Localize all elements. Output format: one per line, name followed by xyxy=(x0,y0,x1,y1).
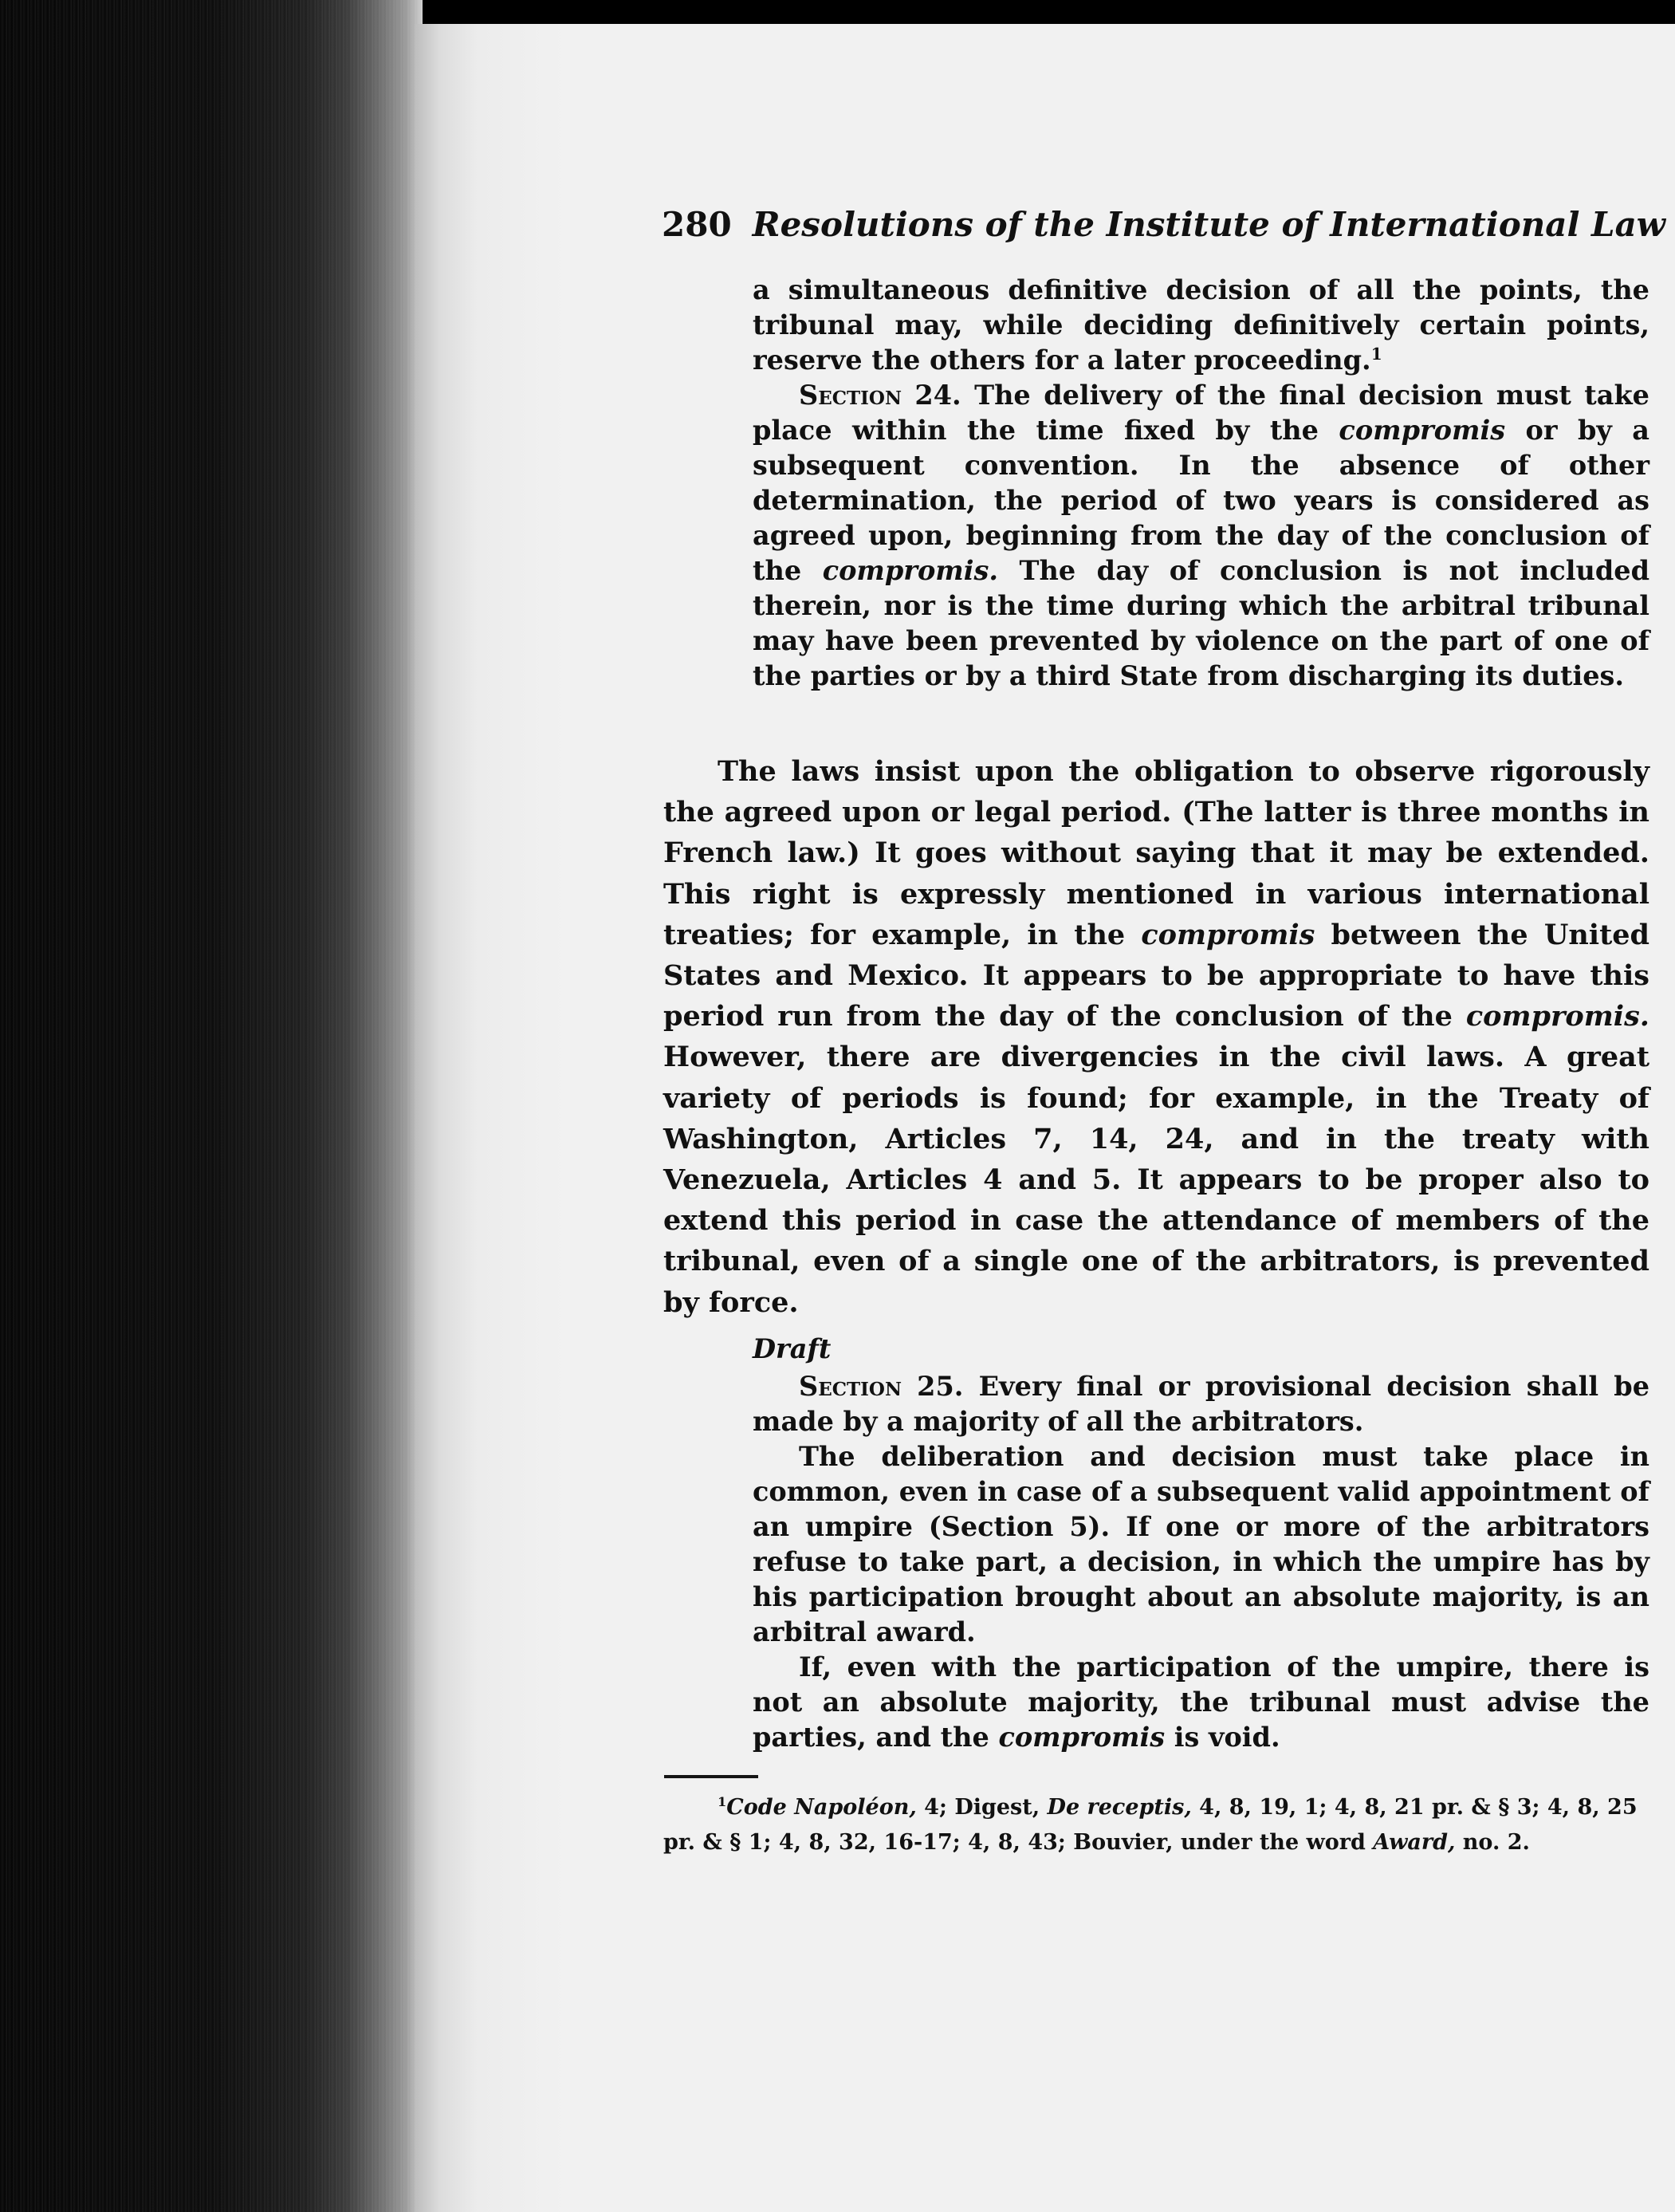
book-gutter xyxy=(0,0,423,2212)
draft-heading: Draft xyxy=(753,1333,832,1364)
footnote-ref: 1 xyxy=(1370,344,1382,364)
section-25-label: Section 25. xyxy=(799,1371,964,1402)
running-title: Resolutions of the Institute of International Law xyxy=(752,205,1665,244)
footnote-marker: 1 xyxy=(718,1794,727,1809)
section-25-paragraph-1: Section 25. Every final or provisional decision shall be made by a majority of all the arbitrators. xyxy=(753,1371,1650,1437)
page-number: 280 xyxy=(662,205,732,244)
excerpt-paragraph-1: a simultaneous definitive decision of all the points, the tribunal may, while deciding definitively certain points, reserve the others for a later proceeding.$^1$ xyxy=(753,274,1649,376)
page-header xyxy=(662,201,1665,249)
footnote-rule xyxy=(664,1775,758,1778)
section-24-label: Section 24. xyxy=(799,380,961,411)
footnote: $^1$Code Napoléon, 4; Digest, De receptis, 4, 8, 19, 1; 4, 8, 21 pr. & § 3; 4, 8, 25 pr. & § 1; 4, 8, 32, 16-17; 4, 8, 43; Bouvier, under the word Award, no. 2. xyxy=(663,1794,1638,1855)
section-24-paragraph: Section 24. The delivery of the final decision must take place within the time fixed by the compromis or by a subsequent convention. In the absence of other determination, the period of two years is considered as agreed upon, beginning from the day of the conclusion of the compromis. The day of conclusion is not included therein, nor is the time during which the arbitral tribunal may have been prevented by violence on the part of one of the parties or by a third State from discharging its duties. xyxy=(753,380,1650,691)
section-24-excerpt xyxy=(753,273,1649,694)
commentary-paragraph: The laws insist upon the obligation to observe rigorously the agreed upon or legal period. (The latter is three months in French law.) It goes without saying that it may be extended. This right is expressly mentioned in various international treaties; for example, in the compromis between the United States and Mexico. It appears to be appropriate to have this period run from the day of the conclusion of the compromis. However, there are divergencies in the civil laws. A great variety of periods is found; for example, in the Treaty of Washington, Articles 7, 14, 24, and in the treaty with Venezuela, Articles 4 and 5. It appears to be proper also to extend this period in case the attendance of members of the tribunal, even of a single one of the arbitrators, is prevented by force. xyxy=(663,755,1649,1319)
section-25-paragraph-3: If, even with the participation of the umpire, there is not an absolute majority, the tribunal must advise the parties, and the compromis is void. xyxy=(753,1651,1649,1753)
section-25-paragraph-2: The deliberation and decision must take place in common, even in case of a subsequent valid appointment of an umpire (Section 5). If one or more of the arbitrators refuse to take part, a decision, in which the umpire has by his participation brought about an absolute majority, is an arbitral award. xyxy=(753,1441,1649,1647)
section-25-draft xyxy=(753,1369,1649,1755)
